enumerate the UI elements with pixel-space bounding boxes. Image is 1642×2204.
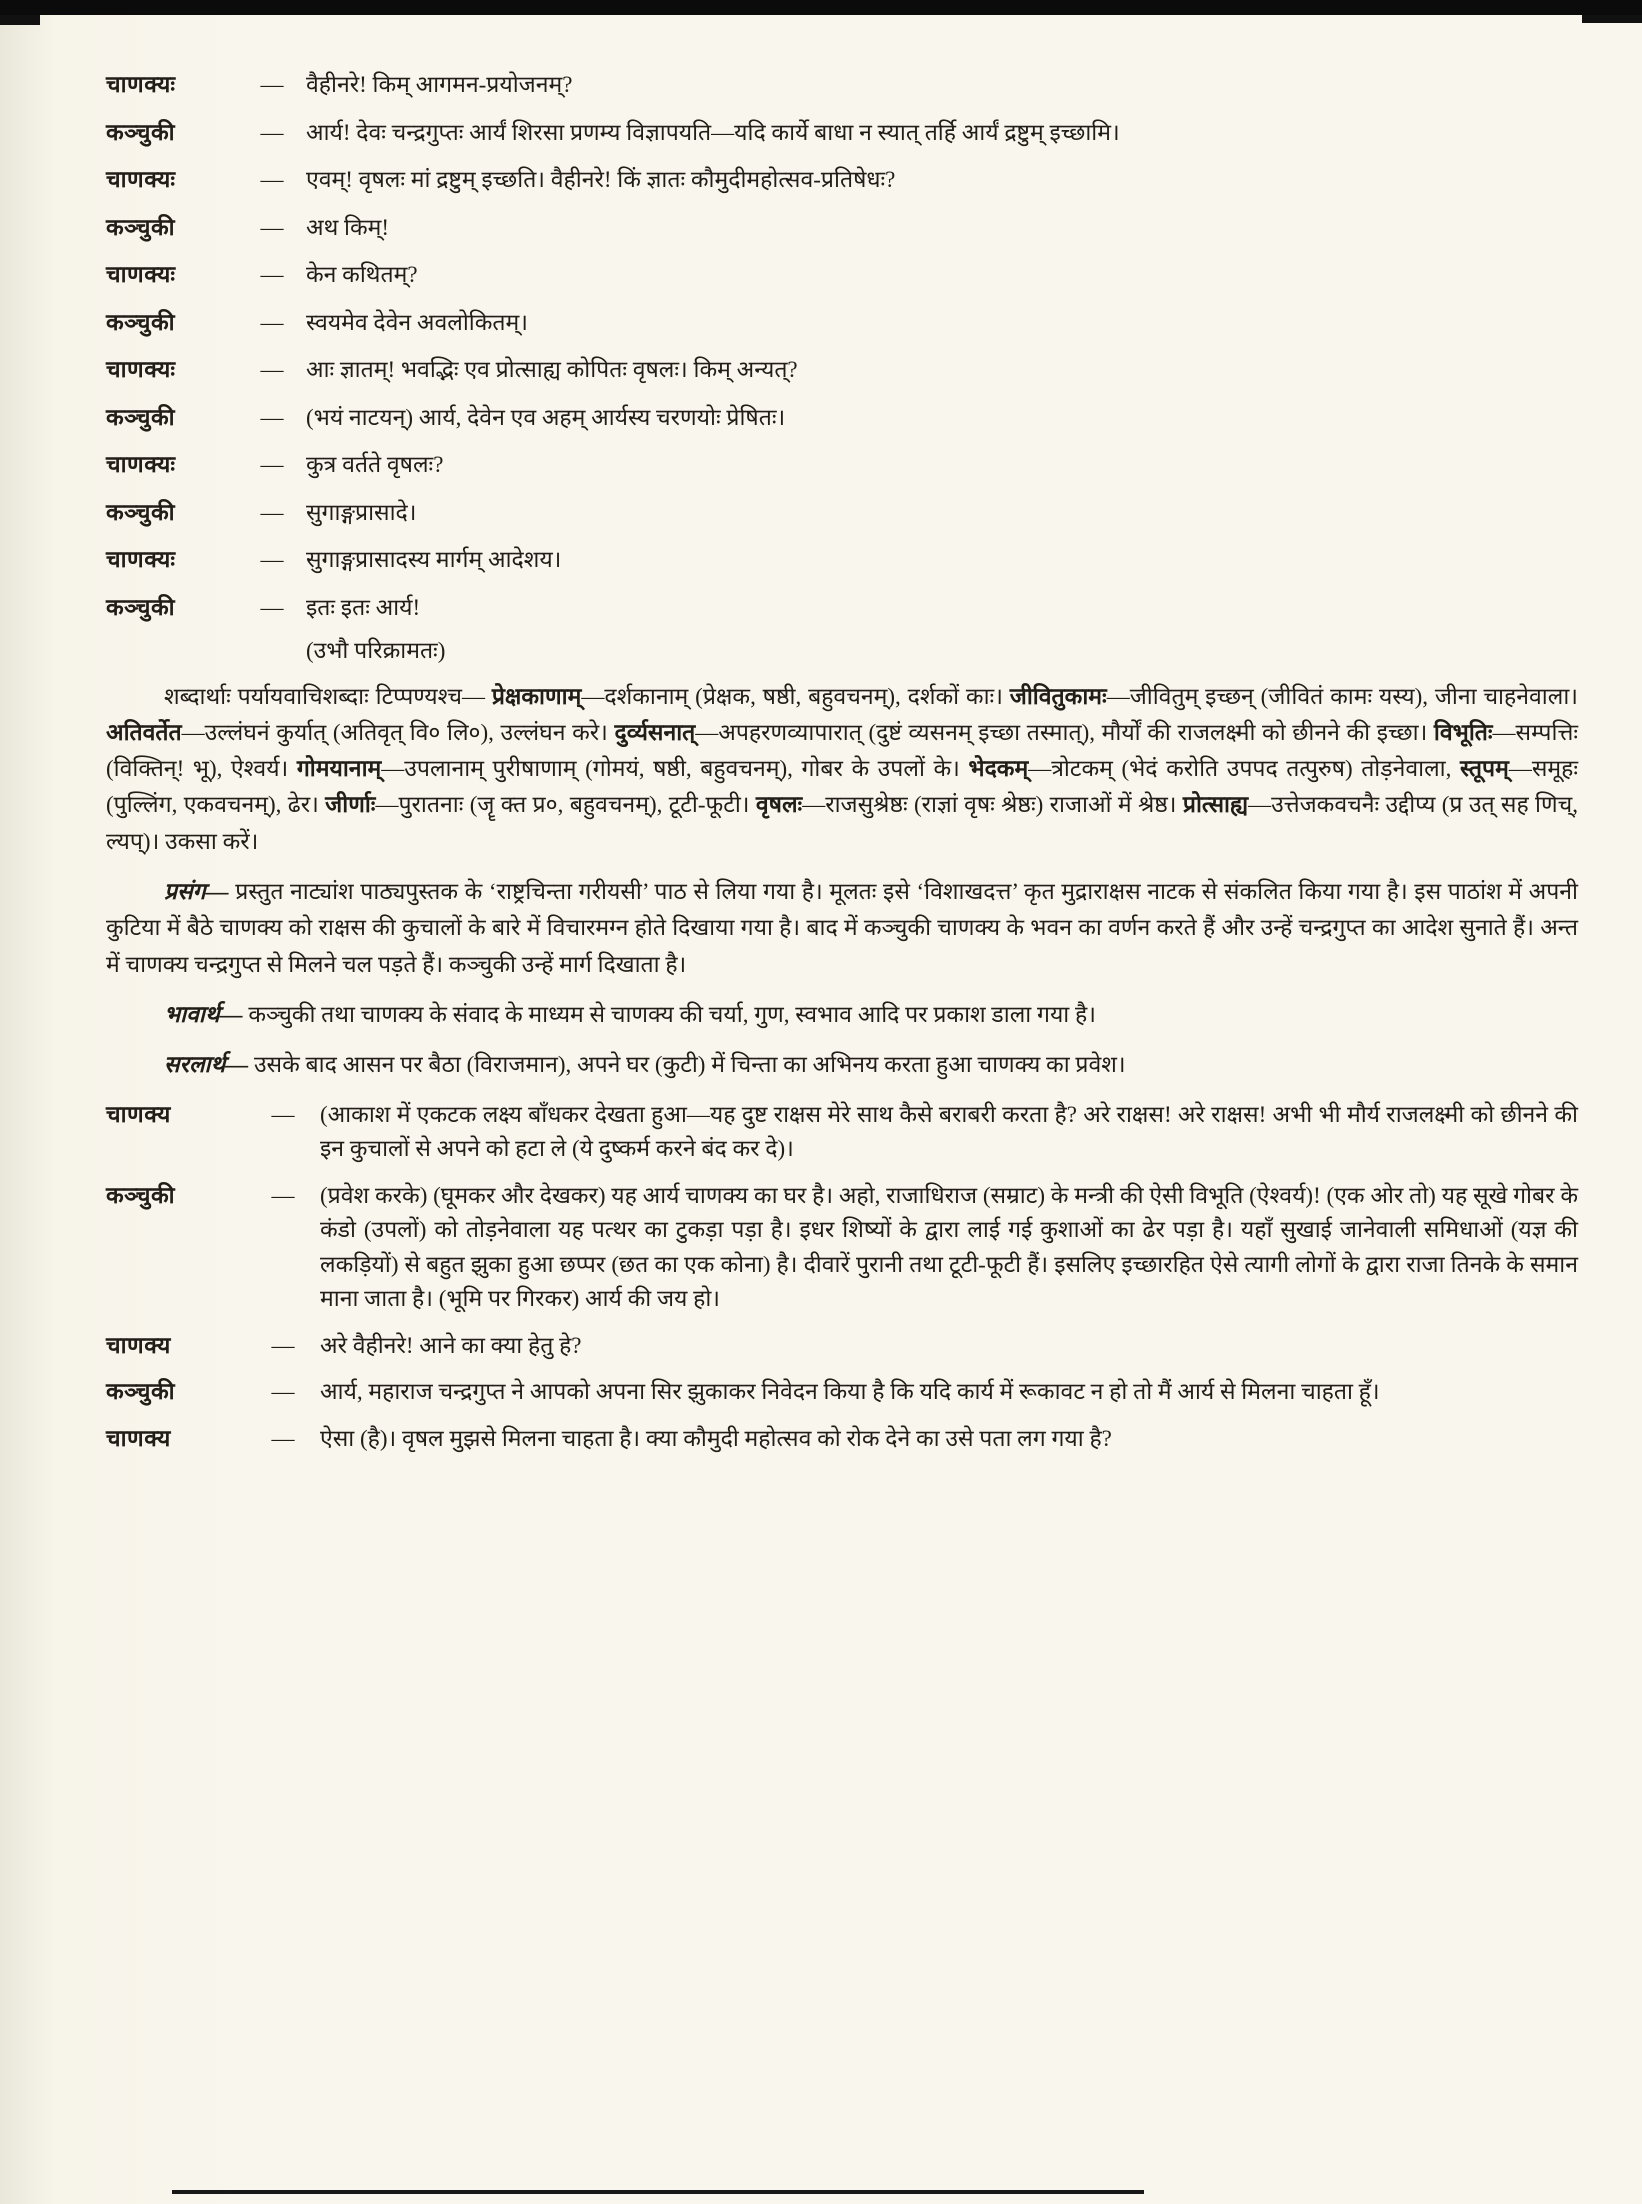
dialogue-row	[106, 258, 1578, 293]
shabdarth-term: दुर्व्यसनात्	[614, 719, 696, 745]
shabdarth-meaning: —समूहः (पुल्लिंग, एकवचनम्), ढेर।	[106, 756, 1578, 818]
dialogue-row	[106, 543, 1578, 578]
saralarth-label: सरलार्थ—	[164, 1052, 254, 1078]
speaker-name: चाणक्यः	[106, 72, 176, 97]
dialogue-row	[106, 1179, 1578, 1317]
dialogue-dash: —	[260, 594, 284, 620]
stage-direction-text: (उभौ परिक्रामतः)	[306, 638, 446, 663]
shabdarth-term: विभूतिः	[1433, 719, 1493, 745]
speaker-name: चाणक्यः	[106, 452, 176, 477]
scan-artifact-right	[1582, 15, 1642, 23]
dialogue-dash: —	[260, 499, 284, 525]
word-meanings-paragraph	[106, 679, 1578, 861]
shabdarth-meaning: —जीवितुम् इच्छन् (जीवितं कामः यस्य), जीना चाहनेवाला।	[1106, 683, 1579, 709]
scan-artifact-left	[0, 15, 40, 25]
saralarth-text: उसके बाद आसन पर बैठा (विराजमान), अपने घर (कुटी) में चिन्ता का अभिनय करता हुआ चाणक्य का प्रवेश।	[253, 1052, 1126, 1078]
dialogue-dash: —	[260, 547, 284, 572]
dialogue-dash: —	[271, 1182, 295, 1208]
speaker-name: चाणक्यः	[106, 167, 176, 192]
shabdarth-meaning: —राजसुश्रेष्ठः (राज्ञां वृषः श्रेष्ठः) राजाओं में श्रेष्ठ।	[802, 792, 1183, 818]
shabdarth-meaning: —सम्पत्तिः (विक्तिन्! भू), ऐश्वर्य।	[106, 719, 1578, 782]
dialogue-row	[106, 448, 1578, 483]
hindi-dialogue-section	[106, 1098, 1578, 1457]
dialogue-text: सुगाङ्गप्रासादे।	[306, 499, 417, 525]
shabdarth-meaning: —उपलानाम् पुरीषाणाम् (गोमयं, षष्ठी, बहुवचनम्), गोबर के उपलों के।	[381, 756, 969, 782]
shabdarth-meaning: —उल्लंघनं कुर्यात् (अतिवृत् वि० लि०), उल्लंघन करे।	[181, 719, 615, 745]
shabdarth-meaning: —दर्शकानाम् (प्रेक्षक, षष्ठी, बहुवचनम्), दर्शकों काः।	[581, 683, 1010, 709]
dialogue-row	[106, 116, 1578, 151]
page-footer-rule	[172, 2190, 1144, 2194]
dialogue-row	[106, 211, 1578, 246]
shabdarth-meaning: —उत्तेजकवचनैः उद्दीप्य (प्र उत् सह णिच्, ल्यप्)। उकसा करें।	[106, 792, 1578, 854]
dialogue-text: कुत्र वर्तते वृषलः?	[306, 452, 444, 477]
speaker-name: कञ्चुकी	[106, 404, 176, 430]
shabdarth-term: प्रोत्साह्य	[1182, 792, 1249, 818]
dialogue-row	[106, 1098, 1578, 1167]
shabdarth-term: भेदकम्	[968, 756, 1029, 782]
dialogue-text: ऐसा (है)। वृषल मुझसे मिलना चाहता है। क्या कौमुदी महोत्सव को रोक देने का उसे पता लग गया है?	[320, 1425, 1112, 1451]
bhavarth-label: भावार्थ—	[164, 1002, 249, 1028]
sanskrit-dialogue-section	[106, 68, 1578, 669]
dialogue-text: केन कथितम्?	[306, 262, 418, 287]
speaker-name: कञ्चुकी	[106, 1182, 176, 1208]
shabdarth-lead: शब्दार्थाः पर्यायवाचिशब्दाः टिप्पण्यश्च—	[164, 683, 492, 709]
dialogue-text: सुगाङ्गप्रासादस्य मार्गम् आदेशय।	[306, 547, 562, 572]
dialogue-dash: —	[260, 262, 284, 287]
dialogue-text: अरे वैहीनरे! आने का क्या हेतु हे?	[320, 1332, 582, 1358]
shabdarth-term: प्रेक्षकाणाम्	[491, 683, 582, 709]
speaker-name: कञ्चुकी	[106, 214, 176, 240]
dialogue-text: इतः इतः आर्य!	[306, 594, 421, 620]
speaker-name: कञ्चुकी	[106, 309, 176, 335]
shabdarth-term: गोमयानाम्	[296, 756, 382, 782]
dialogue-text: आर्य, महाराज चन्द्रगुप्त ने आपको अपना सिर झुकाकर निवेदन किया है कि यदि कार्य में रूकावट न हो तो मैं आर्य से मिलना चाहता हूँ।	[320, 1379, 1380, 1405]
speaker-name: चाणक्यः	[106, 357, 176, 382]
dialogue-dash: —	[271, 1425, 295, 1451]
scan-artifact-top-bar	[0, 0, 1642, 15]
saralarth-paragraph	[106, 1047, 1578, 1083]
dialogue-text: वैहीनरे! किम् आगमन-प्रयोजनम्?	[306, 72, 573, 97]
dialogue-row	[106, 496, 1578, 531]
shabdarth-meaning: —पुरातनाः (जॄ क्त प्र०, बहुवचनम्), टूटी-फूटी।	[375, 792, 756, 818]
stage-direction-row	[106, 634, 1578, 669]
dialogue-row	[106, 163, 1578, 198]
dialogue-dash: —	[260, 452, 284, 477]
dialogue-text: (भयं नाटयन्) आर्य, देवेन एव अहम् आर्यस्य चरणयोः प्रेषितः।	[306, 404, 786, 430]
shabdarth-meaning: —त्रोटकम् (भेदं करोति उपपद तत्पुरुष) तोड़नेवाला,	[1028, 756, 1460, 782]
dialogue-row	[106, 1422, 1578, 1457]
dialogue-dash: —	[260, 404, 284, 430]
speaker-name: चाणक्य	[106, 1425, 171, 1451]
dialogue-dash: —	[271, 1101, 295, 1127]
page-content	[106, 68, 1578, 1468]
speaker-name: कञ्चुकी	[106, 1379, 176, 1405]
prasang-text: प्रस्तुत नाट्यांश पाठ्यपुस्तक के ‘राष्ट्रचिन्ता गरीयसी’ पाठ से लिया गया है। मूलतः इसे ‘विशाखदत्त’ कृत मुद्राराक्षस नाटक से संकलित किया गया है। इस पाठांश में अपनी कुटिया में बैठे चाणक्य को राक्षस की कुचालों के बारे में विचारमग्न होते दिखाया गया है। बाद में कञ्चुकी चाणक्य के भवन का वर्णन करते हैं और उन्हें चन्द्रगुप्त का आदेश सुनाते हैं। अन्त में चाणक्य चन्द्रगुप्त से मिलने चल पड़ते हैं। कञ्चुकी उन्हें मार्ग दिखाता है।	[106, 879, 1578, 977]
dialogue-row	[106, 1375, 1578, 1410]
shabdarth-meaning: —अपहरणव्यापारात् (दुष्टं व्यसनम् इच्छा तस्मात्), मौर्यों की राजलक्ष्मी को छीनने की इच्छा।	[695, 719, 1434, 745]
prasang-label: प्रसंग—	[164, 879, 236, 905]
speaker-name: चाणक्यः	[106, 262, 176, 287]
dialogue-text: अथ किम्!	[306, 214, 390, 240]
bhavarth-paragraph	[106, 997, 1578, 1033]
speaker-name: चाणक्यः	[106, 547, 176, 572]
dialogue-dash: —	[271, 1332, 295, 1358]
speaker-name: कञ्चुकी	[106, 499, 176, 525]
speaker-name: कञ्चुकी	[106, 594, 176, 620]
dialogue-dash: —	[260, 309, 284, 335]
dialogue-dash: —	[271, 1379, 295, 1405]
dialogue-row	[106, 353, 1578, 388]
shabdarth-term: जीर्णाः	[325, 792, 376, 818]
dialogue-text: आः ज्ञातम्! भवद्भिः एव प्रोत्साह्य कोपितः वृषलः। किम् अन्यत्?	[306, 357, 798, 382]
dialogue-dash: —	[260, 72, 284, 97]
dialogue-text: (प्रवेश करके) (घूमकर और देखकर) यह आर्य चाणक्य का घर है। अहो, राजाधिराज (सम्राट) के मन्त्री की ऐसी विभूति (ऐश्वर्य)! (एक ओर तो) यह सूखे गोबर के कंडो (उपलों) को तोड़नेवाला यह पत्थर का टुकड़ा पड़ा है। इधर शिष्यों के द्वारा लाई गई कुशाओं का ढेर पड़ा है। यहाँ सुखाई जानेवाली समिधाओं (यज्ञ की लकड़ियों) से बहुत झुका हुआ छप्पर (छत का एक कोना) है। दीवारें पुरानी तथा टूटी-फूटी हैं। इसलिए इच्छारहित ऐसे त्यागी लोगों के द्वारा राजा तिनके के समान माना जाता है। (भूमि पर गिरकर) आर्य की जय हो।	[320, 1182, 1578, 1312]
dialogue-row	[106, 68, 1578, 103]
dialogue-dash: —	[260, 119, 284, 145]
dialogue-text: एवम्! वृषलः मां द्रष्टुम् इच्छति। वैहीनरे! किं ज्ञातः कौमुदीमहोत्सव-प्रतिषेधः?	[306, 167, 896, 192]
dialogue-row	[106, 401, 1578, 436]
shabdarth-term: जीवितुकामः	[1009, 683, 1107, 709]
dialogue-row	[106, 591, 1578, 626]
dialogue-row	[106, 1329, 1578, 1364]
shabdarth-term: अतिवर्तेत	[106, 719, 182, 745]
speaker-name: चाणक्य	[106, 1101, 171, 1127]
dialogue-dash: —	[260, 167, 284, 192]
dialogue-dash: —	[260, 214, 284, 240]
dialogue-dash: —	[260, 357, 284, 382]
dialogue-row	[106, 306, 1578, 341]
speaker-name: कञ्चुकी	[106, 119, 176, 145]
speaker-name: चाणक्य	[106, 1332, 171, 1358]
dialogue-text: आर्य! देवः चन्द्रगुप्तः आर्यं शिरसा प्रणम्य विज्ञापयति—यदि कार्ये बाधा न स्यात् तर्हि आर्यं द्रष्टुम् इच्छामि।	[306, 119, 1120, 145]
shabdarth-term: वृषलः	[755, 792, 803, 818]
prasang-paragraph	[106, 874, 1578, 983]
shabdarth-term: स्तूपम्	[1459, 756, 1509, 782]
bhavarth-text: कञ्चुकी तथा चाणक्य के संवाद के माध्यम से चाणक्य की चर्या, गुण, स्वभाव आदि पर प्रकाश डाला गया है।	[248, 1002, 1096, 1028]
dialogue-text: स्वयमेव देवेन अवलोकितम्।	[306, 309, 528, 335]
dialogue-text: (आकाश में एकटक लक्ष्य बाँधकर देखता हुआ—यह दुष्ट राक्षस मेरे साथ कैसे बराबरी करता है? अरे राक्षस! अरे राक्षस! अभी भी मौर्य राजलक्ष्मी को छीनने की इन कुचालों से अपने को हटा ले (ये दुष्कर्म करने बंद कर दे)।	[320, 1101, 1578, 1162]
